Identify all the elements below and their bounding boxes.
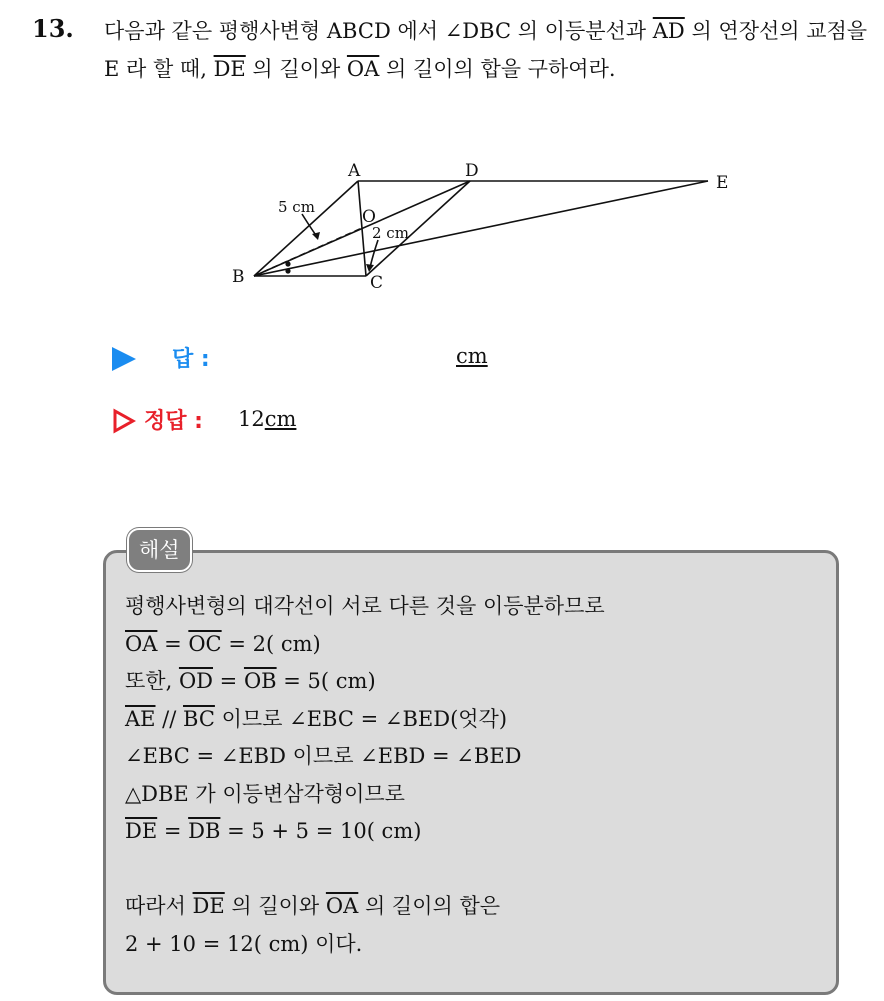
solution-line xyxy=(125,738,825,776)
question-text xyxy=(104,12,874,88)
length-label-2cm: 2 cm xyxy=(372,224,409,242)
question-text-part: 의 길이의 합을 구하여라. xyxy=(379,57,616,81)
solution-text xyxy=(125,588,825,963)
correct-answer-value xyxy=(238,407,296,431)
outline-play-icon xyxy=(112,408,136,434)
point-label-e: E xyxy=(716,173,729,193)
length-label-5cm: 5 cm xyxy=(278,198,315,216)
solution-line xyxy=(125,926,825,964)
question-text-part: 의 길이와 xyxy=(245,57,347,81)
point-label-a: A xyxy=(348,161,361,181)
solution-text-part: = xyxy=(157,819,189,843)
segment-overline: $\overline{DE}$ xyxy=(125,819,158,843)
angle-mark xyxy=(285,261,290,266)
point-label-c: C xyxy=(370,273,384,293)
solution-text-part: △DBE 가 이등변삼각형이므로 xyxy=(125,781,405,806)
solution-line xyxy=(125,851,825,889)
arrowhead-5cm xyxy=(312,232,320,240)
solution-text-part: 의 길이의 합은 xyxy=(358,894,501,918)
solution-text-part: // xyxy=(155,706,184,731)
segment-ad: $\overline{AD}$ xyxy=(652,19,685,43)
play-icon xyxy=(112,347,136,371)
segment-oa: $\overline{OA}$ xyxy=(346,57,380,81)
segment-overline: $\overline{BC}$ xyxy=(183,706,215,731)
segment-de: $\overline{DE}$ xyxy=(213,57,246,81)
correct-answer-label: 정답 : xyxy=(144,409,203,434)
segment-overline: $\overline{OA}$ xyxy=(325,894,359,918)
solution-text-part: = xyxy=(157,631,189,656)
point-label-b: B xyxy=(232,267,245,287)
correct-answer-number: 12 xyxy=(238,407,265,431)
solution-line xyxy=(125,776,825,814)
answer-unit: cm xyxy=(456,344,488,368)
point-label-d: D xyxy=(465,161,479,181)
bisector-be xyxy=(254,181,708,276)
solution-text-part: 이므로 ∠EBC = ∠BED(엇각) xyxy=(214,706,508,731)
segment-overline: $\overline{DE}$ xyxy=(192,894,225,918)
solution-text-part: 의 길이와 xyxy=(224,894,326,918)
parallelogram-diagram xyxy=(220,150,760,300)
solution-text-part: = 5( cm) xyxy=(276,669,376,693)
answer-row[interactable] xyxy=(112,342,532,376)
correct-answer-row xyxy=(112,404,412,438)
segment-overline: $\overline{AE}$ xyxy=(125,706,156,731)
solution-text-part: 따라서 xyxy=(125,894,193,918)
solution-text-part: = xyxy=(213,669,244,693)
segment-overline: $\overline{OD}$ xyxy=(178,669,213,693)
segment-overline: $\overline{OB}$ xyxy=(243,669,277,693)
solution-line xyxy=(125,701,825,739)
side-ab xyxy=(254,181,358,276)
solution-text-part: ∠EBC = ∠EBD 이므로 ∠EBD = ∠BED xyxy=(125,744,522,768)
question-number: 13. xyxy=(32,14,74,43)
solution-line xyxy=(125,663,825,701)
question-text-part: 다음과 같은 평행사변형 ABCD 에서 ∠DBC 의 이등분선과 xyxy=(104,19,653,43)
segment-overline: $\overline{DB}$ xyxy=(188,819,221,843)
solution-text-part: 평행사변형의 대각선이 서로 다른 것을 이등분하므로 xyxy=(125,594,605,618)
correct-answer-unit: cm xyxy=(264,407,297,431)
solution-text-part: 또한, xyxy=(125,669,179,693)
segment-overline: $\overline{OC}$ xyxy=(188,631,222,656)
solution-line xyxy=(125,626,825,664)
solution-text-part: = 2( cm) xyxy=(221,631,321,656)
solution-tab: 해설 xyxy=(127,528,192,572)
solution-text-part: 2 + 10 = 12( cm) 이다. xyxy=(125,931,363,956)
point-label-o: O xyxy=(362,207,376,227)
solution-text-part: = 5 + 5 = 10( cm) xyxy=(220,819,422,843)
question-text-part: 의 연장선의 교점을 E 라 할 때, xyxy=(104,19,868,81)
arrow-2cm xyxy=(370,240,378,268)
segment-overline: $\overline{OA}$ xyxy=(125,631,158,656)
angle-mark xyxy=(285,268,290,273)
solution-line xyxy=(125,813,825,851)
solution-line xyxy=(125,888,825,926)
answer-label: 답 : xyxy=(172,347,210,372)
solution-line xyxy=(125,588,825,626)
